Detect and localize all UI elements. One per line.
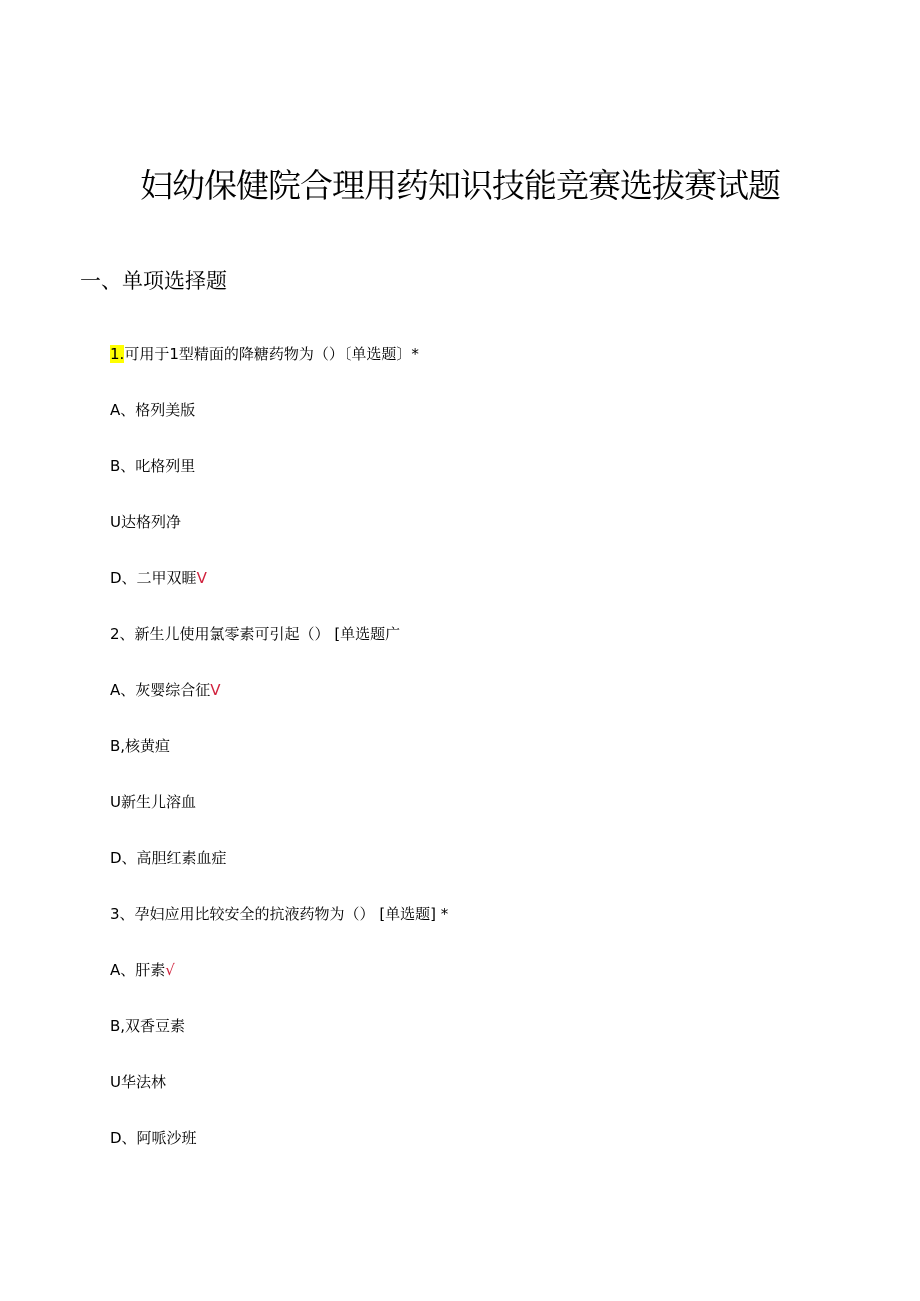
option-1d bbox=[110, 567, 207, 589]
option-3b bbox=[110, 1015, 185, 1037]
question-2 bbox=[110, 623, 400, 645]
question-text: 新生儿使用氯零素可引起（） [单选题广 bbox=[134, 625, 401, 643]
option-text: B,双香豆素 bbox=[110, 1017, 186, 1035]
option-text: U新生儿溶血 bbox=[110, 793, 196, 811]
option-text: U华法林 bbox=[110, 1073, 166, 1091]
question-number: 3、 bbox=[110, 905, 135, 923]
option-3c bbox=[110, 1071, 166, 1093]
section-heading: 一、单项选择题 bbox=[80, 269, 227, 293]
option-text: A、格列美版 bbox=[110, 401, 196, 419]
option-text: A、肝素 bbox=[110, 961, 166, 979]
option-2a bbox=[110, 679, 221, 701]
option-3a bbox=[110, 959, 175, 981]
answer-check-mark: V bbox=[210, 681, 221, 699]
option-text: B,核黄疸 bbox=[110, 737, 171, 755]
option-text: U达格列净 bbox=[110, 513, 181, 531]
document-title: 妇幼保健院合理用药知识技能竞赛选拔赛试题 bbox=[140, 166, 780, 205]
question-1 bbox=[110, 343, 419, 365]
option-text: D、二甲双睚 bbox=[110, 569, 197, 587]
question-number-highlight: 1. bbox=[110, 345, 125, 363]
option-text: A、灰婴综合征 bbox=[110, 681, 211, 699]
option-2d bbox=[110, 847, 227, 869]
option-2b bbox=[110, 735, 170, 757]
answer-check-mark: V bbox=[196, 569, 207, 587]
question-text: 孕妇应用比较安全的抗液药物为（） [单选题] * bbox=[134, 905, 449, 923]
option-1c bbox=[110, 511, 181, 533]
question-number: 2、 bbox=[110, 625, 135, 643]
option-text: B、叱格列里 bbox=[110, 457, 196, 475]
option-text: D、阿哌沙班 bbox=[110, 1129, 197, 1147]
option-1a bbox=[110, 399, 195, 421]
option-3d bbox=[110, 1127, 197, 1149]
option-2c bbox=[110, 791, 196, 813]
question-3 bbox=[110, 903, 448, 925]
answer-check-mark: √ bbox=[165, 961, 175, 979]
option-text: D、高胆红素血症 bbox=[110, 849, 227, 867]
question-text: 可用于1型精面的降糖药物为（）〔单选题〕* bbox=[124, 345, 419, 363]
option-1b bbox=[110, 455, 195, 477]
